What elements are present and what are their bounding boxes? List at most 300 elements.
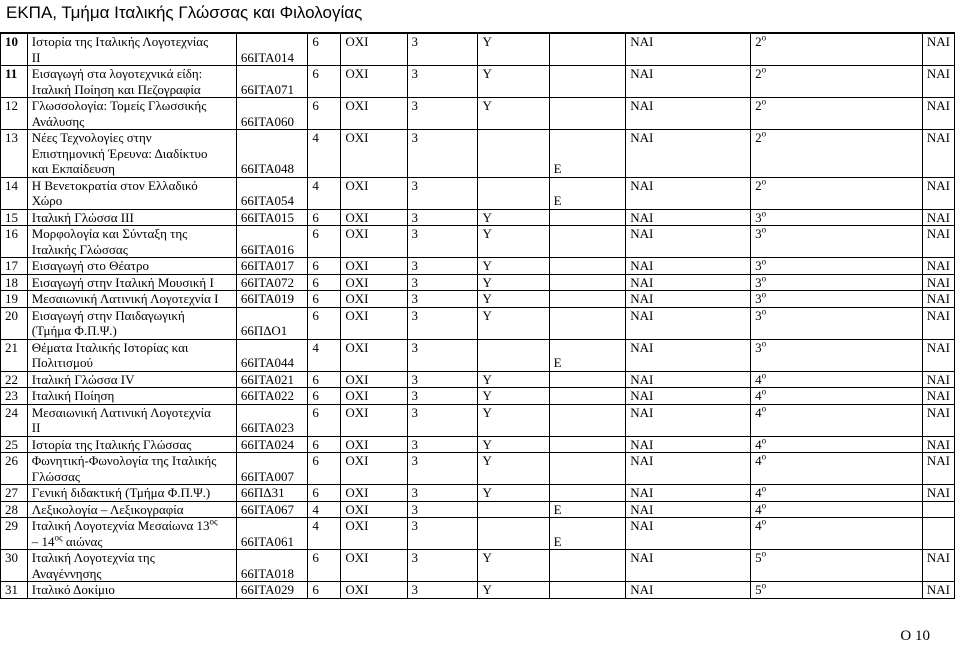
- course-table-container: [0, 32, 955, 599]
- course-title: [27, 130, 236, 178]
- course-title: [27, 404, 236, 436]
- ects-value: 6: [308, 66, 341, 98]
- row-number: 31: [1, 582, 28, 599]
- ects-value: 6: [308, 453, 341, 485]
- flag-value: ΟΧΙ: [341, 453, 407, 485]
- course-code: 66ΙΤΑ016: [236, 226, 307, 258]
- yes-value: ΝΑΙ: [626, 274, 751, 291]
- elective-marker: [549, 388, 626, 405]
- semester-value: [751, 274, 923, 291]
- ects-value: 6: [308, 436, 341, 453]
- hours-value: 3: [407, 485, 478, 502]
- course-title-line: Ιστορία της Ιταλικής Γλώσσας: [31, 436, 192, 452]
- elective-marker: [549, 258, 626, 275]
- yes-value: ΝΑΙ: [626, 404, 751, 436]
- table-row: [1, 66, 955, 98]
- semester-value: [751, 177, 923, 209]
- course-table-body: [1, 34, 955, 599]
- row-number: 25: [1, 436, 28, 453]
- semester-suffix: ο: [761, 580, 767, 591]
- flag-value: ΟΧΙ: [341, 582, 407, 599]
- course-title: [27, 226, 236, 258]
- semester-number: 4: [755, 518, 762, 533]
- type-value: Υ: [478, 98, 549, 130]
- course-code: 66ΙΤΑ067: [236, 501, 307, 518]
- type-value: Υ: [478, 274, 549, 291]
- course-title: [27, 98, 236, 130]
- flag-value: ΟΧΙ: [341, 274, 407, 291]
- type-value: [478, 177, 549, 209]
- course-title-line: Ιταλική Ποίηση και Πεζογραφία: [31, 81, 201, 97]
- semester-suffix: ο: [761, 403, 767, 414]
- window-title: ΕΚΠΑ, Τμήμα Ιταλικής Γλώσσας και Φιλολογίας: [0, 0, 960, 28]
- semester-number: 2: [755, 130, 762, 145]
- course-code: 66ΙΤΑ071: [236, 66, 307, 98]
- course-title: [27, 339, 236, 371]
- semester-value: [751, 209, 923, 226]
- semester-suffix: ο: [761, 516, 767, 527]
- ects-value: 6: [308, 274, 341, 291]
- course-table: [0, 33, 955, 599]
- course-title-line: Λεξικολογία – Λεξικογραφία: [31, 501, 184, 517]
- last-yes-value: ΝΑΙ: [922, 550, 954, 582]
- elective-marker: [549, 485, 626, 502]
- course-title-line: ΙΙ: [31, 420, 41, 435]
- yes-value: ΝΑΙ: [626, 550, 751, 582]
- semester-value: [751, 98, 923, 130]
- course-title-line: Μεσαιωνική Λατινική Λογοτεχνία Ι: [31, 291, 219, 306]
- ects-value: 4: [308, 177, 341, 209]
- elective-marker: [549, 291, 626, 308]
- elective-marker: Ε: [549, 339, 626, 371]
- semester-number: 5: [755, 550, 762, 565]
- semester-suffix: ο: [761, 273, 767, 284]
- course-code: 66ΙΤΑ014: [236, 34, 307, 66]
- semester-number: 3: [755, 258, 762, 273]
- semester-suffix: ο: [761, 338, 767, 349]
- table-row: [1, 291, 955, 308]
- semester-value: [751, 404, 923, 436]
- semester-suffix: ο: [761, 386, 767, 397]
- semester-number: 3: [755, 339, 762, 355]
- course-code: 66ΙΤΑ044: [236, 339, 307, 371]
- last-yes-value: ΝΑΙ: [922, 339, 954, 371]
- semester-value: [751, 66, 923, 98]
- type-value: Υ: [478, 307, 549, 339]
- course-code: 66ΙΤΑ024: [236, 436, 307, 453]
- yes-value: ΝΑΙ: [626, 485, 751, 502]
- semester-value: [751, 258, 923, 275]
- table-row: [1, 518, 955, 550]
- hours-value: 3: [407, 226, 478, 258]
- hours-value: 3: [407, 404, 478, 436]
- semester-value: [751, 34, 923, 66]
- yes-value: ΝΑΙ: [626, 66, 751, 98]
- type-value: [478, 518, 549, 550]
- course-title-line: (Τμήμα Φ.Π.Ψ.): [31, 323, 117, 338]
- table-row: [1, 339, 955, 371]
- last-yes-value: [922, 518, 954, 550]
- type-value: Υ: [478, 582, 549, 599]
- row-number: 24: [1, 404, 28, 436]
- type-value: [478, 339, 549, 371]
- table-row: [1, 258, 955, 275]
- course-title-line: Ιστορία της Ιταλικής Λογοτεχνίας: [31, 34, 209, 49]
- course-title: [27, 582, 236, 599]
- table-row: [1, 34, 955, 66]
- ects-value: 6: [308, 388, 341, 405]
- course-title-line: Γλωσσολογία: Τομείς Γλωσσικής: [31, 98, 207, 113]
- hours-value: 3: [407, 582, 478, 599]
- last-yes-value: ΝΑΙ: [922, 66, 954, 98]
- type-value: Υ: [478, 291, 549, 308]
- last-yes-value: [922, 501, 954, 518]
- semester-suffix: ο: [761, 435, 767, 446]
- course-code: 66ΙΤΑ029: [236, 582, 307, 599]
- table-row: [1, 453, 955, 485]
- semester-value: [751, 291, 923, 308]
- flag-value: ΟΧΙ: [341, 130, 407, 178]
- ects-value: 6: [308, 307, 341, 339]
- elective-marker: [549, 226, 626, 258]
- course-title: [27, 550, 236, 582]
- semester-number: 4: [755, 501, 762, 517]
- table-row: [1, 582, 955, 599]
- yes-value: ΝΑΙ: [626, 339, 751, 371]
- flag-value: ΟΧΙ: [341, 404, 407, 436]
- last-yes-value: ΝΑΙ: [922, 453, 954, 485]
- elective-marker: [549, 582, 626, 599]
- table-row: [1, 485, 955, 502]
- course-code: 66ΠΔΟ1: [236, 307, 307, 339]
- row-number: 14: [1, 177, 28, 209]
- course-code: 66ΙΤΑ048: [236, 130, 307, 178]
- table-row: [1, 274, 955, 291]
- yes-value: ΝΑΙ: [626, 501, 751, 518]
- row-number: 10: [1, 34, 28, 66]
- semester-value: [751, 485, 923, 502]
- course-title-line: Εισαγωγή στην Ιταλική Μουσική Ι: [31, 274, 214, 290]
- yes-value: ΝΑΙ: [626, 291, 751, 308]
- semester-suffix: ο: [761, 208, 767, 219]
- course-code: 66ΙΤΑ017: [236, 258, 307, 275]
- flag-value: ΟΧΙ: [341, 485, 407, 502]
- flag-value: ΟΧΙ: [341, 291, 407, 308]
- semester-number: 3: [755, 307, 762, 323]
- semester-number: 2: [755, 177, 762, 193]
- flag-value: ΟΧΙ: [341, 436, 407, 453]
- row-number: 18: [1, 274, 28, 291]
- elective-marker: [549, 371, 626, 388]
- hours-value: 3: [407, 518, 478, 550]
- course-title-line: Μεσαιωνική Λατινική Λογοτεχνία: [31, 404, 211, 420]
- ects-value: 6: [308, 258, 341, 275]
- course-title-line: Επιστημονική Έρευνα: Διαδίκτυο: [31, 145, 208, 161]
- semester-value: [751, 226, 923, 258]
- type-value: Υ: [478, 550, 549, 582]
- semester-number: 2: [755, 34, 762, 49]
- elective-marker: [549, 66, 626, 98]
- type-value: Υ: [478, 34, 549, 66]
- row-number: 26: [1, 453, 28, 485]
- course-title-line: Εισαγωγή στο Θέατρο: [31, 258, 149, 273]
- yes-value: ΝΑΙ: [626, 130, 751, 178]
- type-value: Υ: [478, 209, 549, 226]
- elective-marker: Ε: [549, 177, 626, 209]
- semester-suffix: ο: [761, 500, 767, 511]
- course-code: 66ΙΤΑ019: [236, 291, 307, 308]
- flag-value: ΟΧΙ: [341, 66, 407, 98]
- course-title-line: Εισαγωγή στην Παιδαγωγική: [31, 307, 185, 323]
- type-value: Υ: [478, 226, 549, 258]
- course-title-line: Αναγέννησης: [31, 565, 102, 581]
- hours-value: 3: [407, 130, 478, 178]
- table-row: [1, 130, 955, 178]
- type-value: Υ: [478, 258, 549, 275]
- ects-value: 6: [308, 209, 341, 226]
- last-yes-value: ΝΑΙ: [922, 226, 954, 258]
- hours-value: 3: [407, 98, 478, 130]
- yes-value: ΝΑΙ: [626, 436, 751, 453]
- last-yes-value: ΝΑΙ: [922, 388, 954, 405]
- last-yes-value: ΝΑΙ: [922, 274, 954, 291]
- yes-value: ΝΑΙ: [626, 226, 751, 258]
- superscript: ος: [54, 532, 63, 543]
- course-title: [27, 371, 236, 388]
- course-code: 66ΙΤΑ060: [236, 98, 307, 130]
- course-title: [27, 307, 236, 339]
- course-title-line: αιώνας: [62, 533, 103, 549]
- table-row: [1, 436, 955, 453]
- last-yes-value: ΝΑΙ: [922, 130, 954, 178]
- last-yes-value: ΝΑΙ: [922, 582, 954, 599]
- flag-value: ΟΧΙ: [341, 501, 407, 518]
- course-title: [27, 209, 236, 226]
- course-code: 66ΙΤΑ054: [236, 177, 307, 209]
- last-yes-value: ΝΑΙ: [922, 34, 954, 66]
- hours-value: 3: [407, 307, 478, 339]
- flag-value: ΟΧΙ: [341, 226, 407, 258]
- yes-value: ΝΑΙ: [626, 582, 751, 599]
- ects-value: 4: [308, 130, 341, 178]
- hours-value: 3: [407, 177, 478, 209]
- elective-marker: [549, 209, 626, 226]
- hours-value: 3: [407, 209, 478, 226]
- yes-value: ΝΑΙ: [626, 98, 751, 130]
- semester-number: 3: [755, 291, 762, 306]
- course-title: [27, 436, 236, 453]
- yes-value: ΝΑΙ: [626, 371, 751, 388]
- semester-suffix: ο: [761, 128, 767, 139]
- ects-value: 6: [308, 404, 341, 436]
- elective-marker: [549, 307, 626, 339]
- semester-number: 2: [755, 98, 762, 113]
- elective-marker: [549, 98, 626, 130]
- course-title-line: Μορφολογία και Σύνταξη της: [31, 226, 188, 241]
- semester-value: [751, 582, 923, 599]
- type-value: Υ: [478, 436, 549, 453]
- semester-value: [751, 371, 923, 388]
- course-title: [27, 274, 236, 291]
- type-value: Υ: [478, 404, 549, 436]
- course-title: [27, 501, 236, 518]
- course-title-line: Χώρο: [31, 193, 63, 208]
- semester-value: [751, 501, 923, 518]
- ects-value: 6: [308, 98, 341, 130]
- hours-value: 3: [407, 34, 478, 66]
- flag-value: ΟΧΙ: [341, 209, 407, 226]
- course-title-line: Ιταλικής Γλώσσας: [31, 241, 128, 257]
- semester-number: 5: [755, 582, 762, 597]
- yes-value: ΝΑΙ: [626, 307, 751, 339]
- semester-value: [751, 453, 923, 485]
- ects-value: 4: [308, 501, 341, 518]
- type-value: [478, 130, 549, 178]
- row-number: 15: [1, 209, 28, 226]
- hours-value: 3: [407, 339, 478, 371]
- semester-suffix: ο: [761, 224, 767, 235]
- table-row: [1, 226, 955, 258]
- course-title-line: Ιταλική Γλώσσα ΙΙΙ: [31, 209, 134, 225]
- semester-number: 4: [755, 436, 762, 452]
- table-row: [1, 501, 955, 518]
- course-title-line: Η Βενετοκρατία στον Ελλαδικό: [31, 177, 198, 193]
- course-code: 66ΙΤΑ022: [236, 388, 307, 405]
- table-row: [1, 209, 955, 226]
- type-value: Υ: [478, 371, 549, 388]
- row-number: 16: [1, 226, 28, 258]
- last-yes-value: ΝΑΙ: [922, 404, 954, 436]
- course-title-line: Εισαγωγή στα λογοτεχνικά είδη:: [31, 66, 203, 81]
- row-number: 29: [1, 518, 28, 550]
- course-title: [27, 485, 236, 502]
- elective-marker: [549, 453, 626, 485]
- table-row: [1, 177, 955, 209]
- course-title: [27, 34, 236, 66]
- elective-marker: Ε: [549, 130, 626, 178]
- semester-suffix: ο: [761, 176, 767, 187]
- table-row: [1, 371, 955, 388]
- semester-number: 4: [755, 388, 762, 403]
- course-title: [27, 66, 236, 98]
- type-value: [478, 501, 549, 518]
- course-title-line: Πολιτισμού: [31, 355, 93, 370]
- elective-marker: [549, 274, 626, 291]
- semester-suffix: ο: [761, 451, 767, 462]
- course-code: 66ΙΤΑ018: [236, 550, 307, 582]
- course-title-line: Ανάλυσης: [31, 113, 85, 129]
- flag-value: ΟΧΙ: [341, 177, 407, 209]
- flag-value: ΟΧΙ: [341, 518, 407, 550]
- elective-marker: Ε: [549, 518, 626, 550]
- hours-value: 3: [407, 258, 478, 275]
- row-number: 30: [1, 550, 28, 582]
- ects-value: 6: [308, 550, 341, 582]
- type-value: Υ: [478, 66, 549, 98]
- course-title-line: Γενική διδακτική (Τμήμα Φ.Π.Ψ.): [31, 485, 211, 500]
- hours-value: 3: [407, 501, 478, 518]
- semester-number: 3: [755, 209, 762, 225]
- row-number: 28: [1, 501, 28, 518]
- hours-value: 3: [407, 436, 478, 453]
- semester-number: 4: [755, 453, 762, 468]
- course-code: 66ΙΤΑ021: [236, 371, 307, 388]
- course-title-line: Ιταλικό Δοκίμιο: [31, 582, 115, 597]
- elective-marker: [549, 404, 626, 436]
- row-number: 20: [1, 307, 28, 339]
- semester-suffix: ο: [761, 256, 767, 267]
- ects-value: 6: [308, 485, 341, 502]
- hours-value: 3: [407, 388, 478, 405]
- flag-value: ΟΧΙ: [341, 371, 407, 388]
- flag-value: ΟΧΙ: [341, 98, 407, 130]
- last-yes-value: ΝΑΙ: [922, 291, 954, 308]
- last-yes-value: ΝΑΙ: [922, 485, 954, 502]
- course-title: [27, 518, 236, 550]
- course-title: [27, 258, 236, 275]
- ects-value: 6: [308, 291, 341, 308]
- course-code: 66ΙΤΑ015: [236, 209, 307, 226]
- semester-value: [751, 339, 923, 371]
- ects-value: 6: [308, 582, 341, 599]
- hours-value: 3: [407, 66, 478, 98]
- yes-value: ΝΑΙ: [626, 177, 751, 209]
- semester-number: 2: [755, 66, 762, 81]
- last-yes-value: ΝΑΙ: [922, 209, 954, 226]
- ects-value: 4: [308, 339, 341, 371]
- semester-suffix: ο: [761, 96, 767, 107]
- table-row: [1, 550, 955, 582]
- row-number: 23: [1, 388, 28, 405]
- course-title-line: Ιταλική Γλώσσα IV: [31, 371, 135, 387]
- course-title-line: Θέματα Ιταλικής Ιστορίας και: [31, 339, 189, 355]
- semester-suffix: ο: [761, 64, 767, 75]
- hours-value: 3: [407, 453, 478, 485]
- type-value: Υ: [478, 388, 549, 405]
- semester-number: 4: [755, 371, 762, 387]
- yes-value: ΝΑΙ: [626, 388, 751, 405]
- ects-value: 4: [308, 518, 341, 550]
- course-code: 66ΠΔ31: [236, 485, 307, 502]
- elective-marker: [549, 436, 626, 453]
- ects-value: 6: [308, 371, 341, 388]
- hours-value: 3: [407, 291, 478, 308]
- last-yes-value: ΝΑΙ: [922, 177, 954, 209]
- elective-marker: [549, 550, 626, 582]
- row-number: 12: [1, 98, 28, 130]
- row-number: 11: [1, 66, 28, 98]
- flag-value: ΟΧΙ: [341, 258, 407, 275]
- course-code: 66ΙΤΑ061: [236, 518, 307, 550]
- course-title: [27, 177, 236, 209]
- course-title-line: Ιταλική Λογοτεχνία Μεσαίωνα 13: [31, 518, 210, 533]
- course-title: [27, 291, 236, 308]
- last-yes-value: ΝΑΙ: [922, 258, 954, 275]
- course-title-line: Ιταλική Λογοτεχνία της: [31, 550, 155, 565]
- ects-value: 6: [308, 226, 341, 258]
- course-title-line: Ιταλική Ποίηση: [31, 388, 115, 403]
- course-title-line: Γλώσσας: [31, 468, 81, 484]
- type-value: Υ: [478, 453, 549, 485]
- semester-value: [751, 518, 923, 550]
- row-number: 21: [1, 339, 28, 371]
- page-number: Ο 10: [900, 628, 930, 644]
- table-row: [1, 307, 955, 339]
- type-value: Υ: [478, 485, 549, 502]
- table-row: [1, 98, 955, 130]
- yes-value: ΝΑΙ: [626, 209, 751, 226]
- row-number: 19: [1, 291, 28, 308]
